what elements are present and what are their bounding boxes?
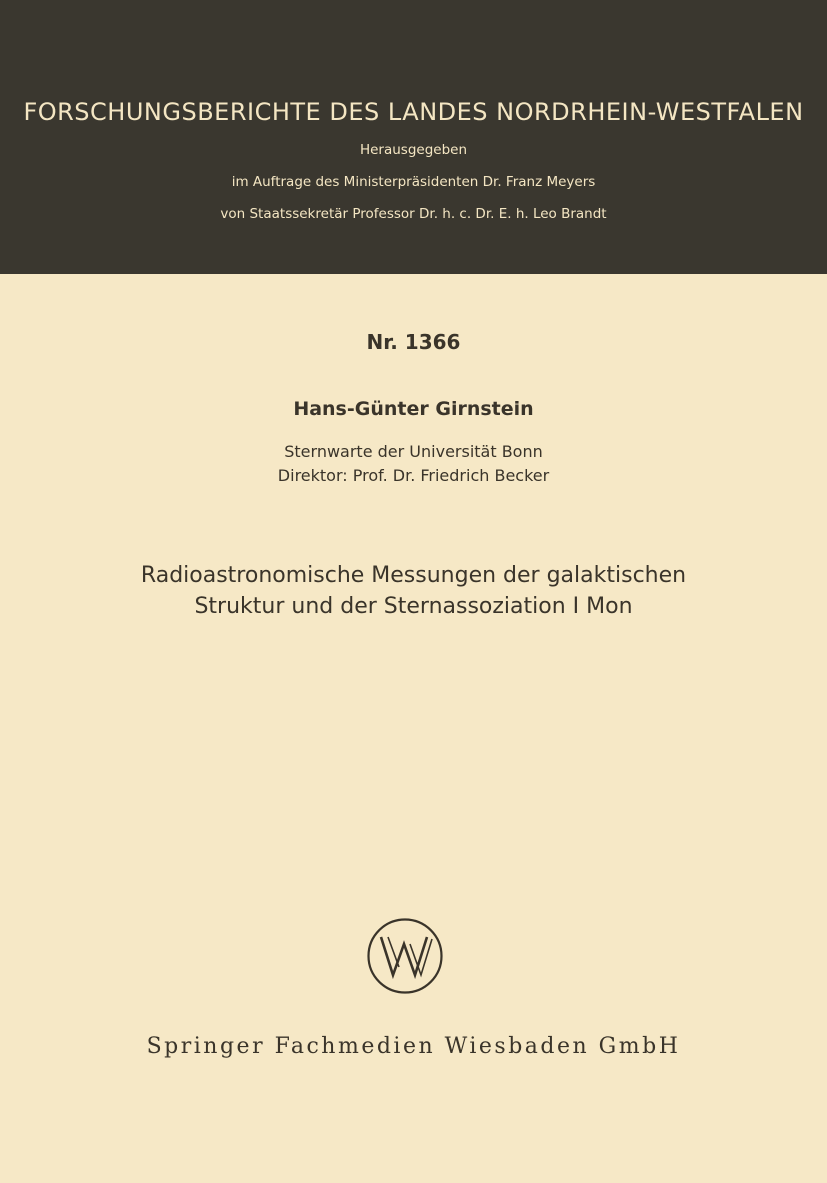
author-name: Hans-Günter Girnstein	[293, 398, 534, 420]
book-title-line-1: Radioastronomische Messungen der galaktischen	[140, 563, 687, 588]
editor-line-3: von Staatssekretär Professor Dr. h. c. Dr. E. h. Leo Brandt	[220, 206, 607, 222]
series-title: FORSCHUNGSBERICHTE DES LANDES NORDRHEIN-WESTFALEN	[23, 98, 804, 126]
publisher-name: Springer Fachmedien Wiesbaden GmbH	[146, 1034, 681, 1059]
institution-line-2: Direktor: Prof. Dr. Friedrich Becker	[277, 466, 550, 485]
editor-line-1: Herausgegeben	[359, 142, 468, 158]
publisher-logo-icon	[366, 917, 444, 995]
institution-line-1: Sternwarte der Universität Bonn	[284, 442, 543, 461]
editor-line-2: im Auftrage des Ministerpräsidenten Dr. Franz Meyers	[231, 174, 596, 190]
header-band	[0, 0, 827, 274]
book-title-line-2: Struktur und der Sternassoziation I Mon	[194, 594, 633, 619]
report-number: Nr. 1366	[366, 330, 461, 354]
